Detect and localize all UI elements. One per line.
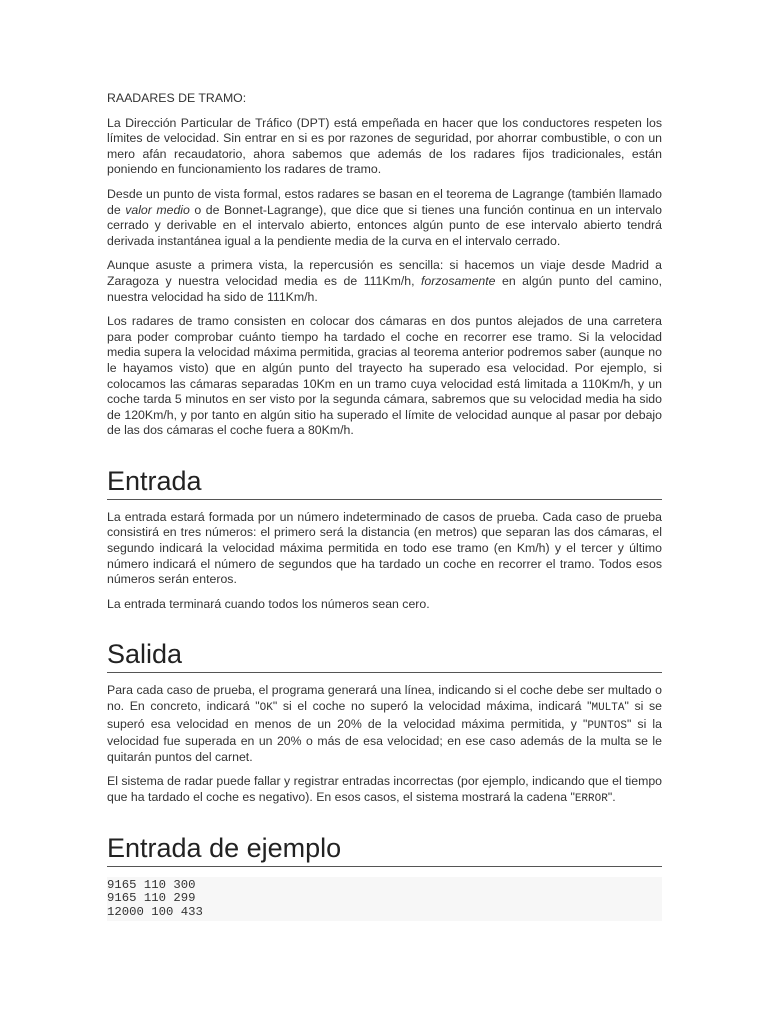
sample-input-line: 12000 100 433	[107, 904, 203, 919]
sample-input-block	[107, 877, 662, 922]
intro-paragraph-3	[107, 258, 662, 305]
salida-paragraph-1-text-b: " si el coche no superó la velocidad máxima, indicará "	[272, 699, 592, 714]
sample-input-line: 9165 110 299	[107, 891, 196, 906]
salida-paragraph-1	[107, 683, 662, 765]
intro-paragraph-2-emphasis: valor medio	[125, 202, 190, 217]
puntos-code: PUNTOS	[587, 719, 627, 732]
ok-code: OK	[259, 702, 273, 715]
intro-paragraph-3-text-b: en algún punto del camino, nuestra velocidad ha sido de 111Km/h.	[107, 273, 662, 304]
sample-input-line: 9165 110 300	[107, 877, 196, 892]
salida-paragraph-2-text-b: ".	[607, 790, 616, 804]
salida-paragraph-1-text-a: Para cada caso de prueba, el programa generará una línea, indicando si el coche debe ser multado o no. En concreto, indicará "	[107, 683, 662, 714]
entrada-paragraph-1: La entrada estará formada por un número indeterminado de casos de prueba. Cada caso de prueba consistirá en tres números: el primero será la distancia (en metros) que separan las dos cámaras, el segundo indicará la velocidad máxima permitida en todo ese tramo (en Km/h) y el tercer y último número indicará el número de segundos que ha tardado un coche en recorrer el tramo. Todos esos números serán enteros.	[107, 509, 662, 587]
entrada-heading: Entrada	[107, 465, 662, 500]
intro-paragraph-1: La Dirección Particular de Tráfico (DPT) está empeñada en hacer que los conductores respeten los límites de velocidad. Sin entrar en si es por razones de seguridad, por ahorrar combustible, o con un mero afán recaudatorio, ahora sabemos que además de los radares fijos tradicionales, están poniendo en funcionamiento los radares de tramo.	[107, 115, 662, 177]
salida-heading: Salida	[107, 638, 662, 673]
salida-paragraph-2	[107, 774, 662, 807]
intro-paragraph-2	[107, 187, 662, 249]
intro-paragraph-4: Los radares de tramo consisten en colocar dos cámaras en dos puntos alejados de una carretera para poder comprobar cuánto tiempo ha tardado el coche en recorrer ese tramo. Si la velocidad media supera la velocidad máxima permitida, gracias al teorema anterior podremos saber (aunque no le hayamos visto) que en algún punto del trayecto ha superado esa velocidad. Por ejemplo, si colocamos las cámaras separadas 10Km en un tramo cuya velocidad está limitada a 110Km/h, y un coche tarda 5 minutos en ser visto por la segunda cámara, sabremos que su velocidad media ha sido de 120Km/h, y por tanto en algún sitio ha superado el límite de velocidad aunque al pasar por debajo de las dos cámaras el coche fuera a 80Km/h.	[107, 314, 662, 438]
salida-paragraph-2-text-a: El sistema de radar puede fallar y registrar entradas incorrectas (por ejemplo, indicando que el tiempo que ha tardado el coche es negativo). En esos casos, el sistema mostrará la cadena "	[107, 774, 663, 804]
multa-code: MULTA	[591, 702, 625, 715]
salida-paragraph-1-text-d: " si la velocidad fue superada en un 20% o más de esa velocidad; en ese caso además de la multa se le quitarán puntos del carnet.	[107, 716, 662, 764]
intro-paragraph-3-emphasis: forzosamente	[421, 273, 496, 288]
salida-paragraph-1-text-c: " si se superó esa velocidad en menos de un 20% de la velocidad máxima permitida, y "	[107, 699, 662, 731]
error-code: ERROR	[574, 793, 608, 805]
document-page	[107, 91, 662, 921]
document-title: RAADARES DE TRAMO:	[107, 91, 247, 105]
intro-paragraph-3-text-a: Aunque asuste a primera vista, la repercusión es sencilla: si hacemos un viaje desde Madrid a Zaragoza y nuestra velocidad media es de 111Km/h,	[107, 258, 662, 288]
entrada-paragraph-2: La entrada terminará cuando todos los números sean cero.	[107, 596, 430, 611]
intro-paragraph-2-text-a: Desde un punto de vista formal, estos radares se basan en el teorema de Lagrange (también llamado de	[107, 186, 662, 217]
ejemplo-heading: Entrada de ejemplo	[107, 832, 662, 867]
intro-paragraph-2-text-b: o de Bonnet-Lagrange), que dice que si tienes una función continua en un intervalo cerrado y derivable en el intervalo abierto, entonces algún punto de ese intervalo abierto tendrá derivada instantánea igual a la pendiente media de la curva en el intervalo cerrado.	[107, 202, 662, 248]
